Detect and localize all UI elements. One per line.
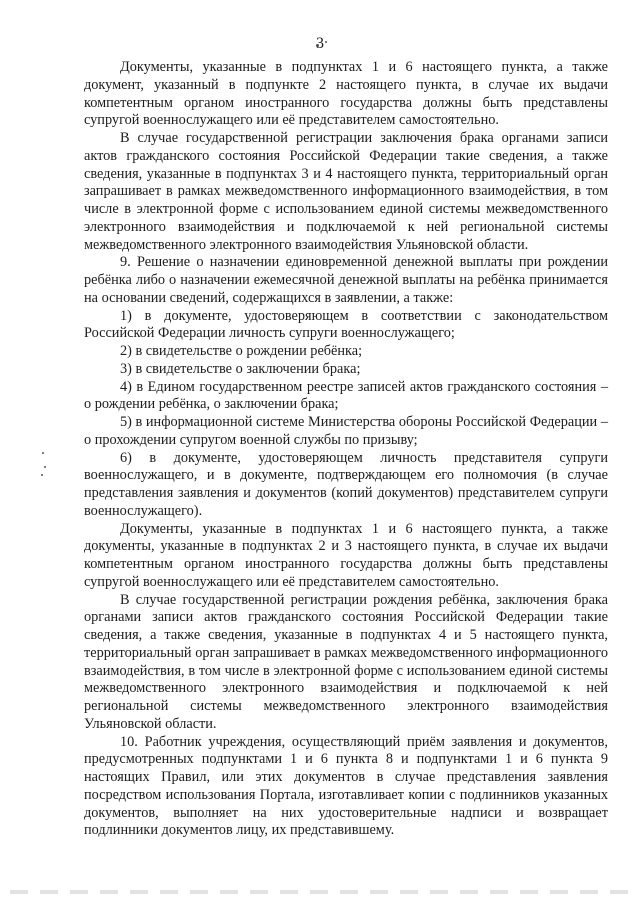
- document-body: [84, 59, 608, 840]
- paragraph: 10. Работник учреждения, осуществляющий приём заявления и документов, предусмотренных подпунктами 1 и 6 пункта 8 и подпунктами 1 и 6 пункта 9 настоящих Правил, или этих документов в случае представления заявления посредством использования Портала, изготавливает копии с подлинников указанных документов, выполняет на них удостоверительные надписи и возвращает подлинники документов лицу, их представившему.: [84, 733, 608, 839]
- paragraph: Документы, указанные в подпунктах 1 и 6 настоящего пункта, а также документ, указанный в подпункте 2 настоящего пункта, в случае их выдачи компетентным органом иностранного государства должны быть представлены супругой военнослужащего или её представителем самостоятельно.: [84, 59, 608, 129]
- paragraph: Документы, указанные в подпунктах 1 и 6 настоящего пункта, а также документы, указанные в подпунктах 2 и 3 настоящего пункта, в случае их выдачи компетентным органом иностранного государства должны быть представлены супругой военнослужащего или её представителем самостоятельно.: [84, 520, 608, 590]
- list-item: 5) в информационной системе Министерства обороны Российской Федерации – о прохождении супругом военной службы по призыву;: [84, 414, 608, 448]
- list-item: 6) в документе, удостоверяющем личность представителя супруги военнослужащего, и в документе, подтверждающем его полномочия (в случае представления заявления и документов (копий документов) представителем супруги военнослужащего).: [84, 449, 608, 519]
- page-number: 3: [316, 35, 324, 52]
- paragraph: 9. Решение о назначении единовременной денежной выплаты при рождении ребёнка либо о назначении ежемесячной денежной выплаты на ребёнка принимается на основании сведений, содержащихся в заявлении, а также:: [84, 254, 608, 306]
- edge-speck: [41, 474, 43, 476]
- scan-edge-artifact: [10, 890, 630, 894]
- list-item: 3) в свидетельстве о заключении брака;: [120, 360, 361, 377]
- list-item: 1) в документе, удостоверяющем в соответствии с законодательством Российской Федерации личность супруги военнослужащего;: [84, 307, 608, 342]
- edge-speck: [42, 452, 44, 454]
- list-item: 2) в свидетельстве о рождении ребёнка;: [120, 343, 363, 359]
- edge-speck: [44, 466, 46, 468]
- list-item: 4) в Едином государственном реестре записей актов гражданского состояния – о рождении ребёнка, о заключении брака;: [84, 378, 608, 413]
- paragraph: В случае государственной регистрации рождения ребёнка, заключения брака органами записи актов гражданского состояния Российской Федерации такие сведения, а также сведения, указанные в подпунктах 4 и 5 настоящего пункта, территориальный орган запрашивает в рамках межведомственного информационного взаимодействия, в том числе в электронной форме с использованием единой системы межведомственного электронного взаимодействия и подключаемой к ней региональной системы межведомственного электронного взаимодействия Ульяновской области.: [84, 591, 608, 732]
- paragraph: В случае государственной регистрации заключения брака органами записи актов гражданского состояния Российской Федерации такие сведения, а также сведения, указанные в подпунктах 3 и 4 настоящего пункта, территориальный орган запрашивает в рамках межведомственного информационного взаимодействия, в том числе в электронной форме с использованием единой системы межведомственного электронного взаимодействия и подключаемой к ней региональной системы межведомственного электронного взаимодействия Ульяновской области.: [84, 130, 608, 253]
